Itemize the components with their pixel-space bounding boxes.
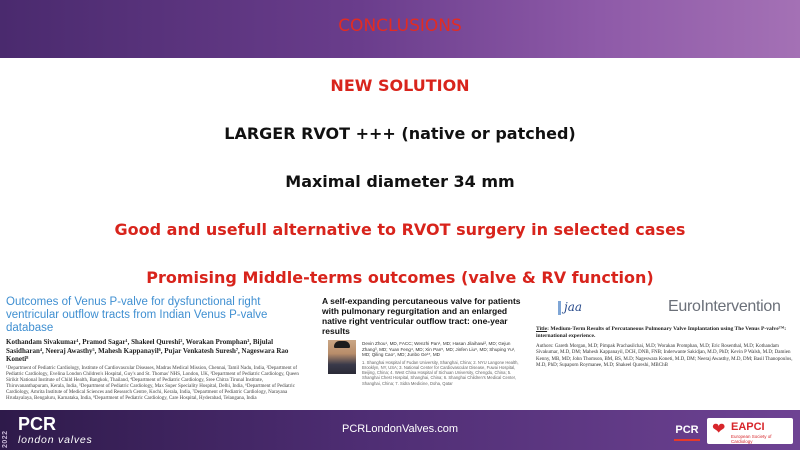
- paper3-title: Title: Medium-Term Results of Percutaneous Pulmonary Valve Implantation using The Venus P-valve™: international experience.: [536, 326, 787, 339]
- pcr-badge-logo: PCR: [674, 419, 700, 441]
- paper1-authors: Kothandam Sivakumar¹, Pramod Sagar¹, Shakeel Qureshi², Worakan Promphan³, Bijulal Sasidharan⁴, Neeraj Awasthy⁵, Mahesh Kappanayil⁶, Pujar Venkatesh Suresh⁷, Nageswara Rao Koneti⁸: [6, 338, 289, 363]
- slide-header: [0, 0, 800, 58]
- conclusion-line-outcomes: Promising Middle-terms outcomes (valve & RV function): [146, 268, 654, 287]
- eapci-logo-text: EAPCI: [731, 421, 765, 433]
- paper2-affiliations: 1. Shanghai Hospital of Fudan University, Shanghai, China; 2. NYU Langone Health, Brooklyn, NY, USA; 3. National Center for Cardiovascular Disease, Fuwai Hospital, Beijing, China; 4. West China Hospital of Sichuan University, Chengdu, China; 5. Shanghai Chest Hospital, Shanghai, China; 6. Shanghai Children's Medical Center, Shanghai, China; 7. Sidra Medicine, Doha, Qatar: [362, 359, 519, 386]
- paper2-title: A self-expanding percutaneous valve for patients with pulmonary regurgitation and an enlarged native right ventricular outflow tract: one-year results: [322, 296, 521, 336]
- paper2-authors: Devin Zhou¹, MD, FACC; Wenzhi Pan¹, MD; Hasan Jilaihawi², MD; Gejun Zhang³, MD; Yuan Feng⁴, MD; Xin Pan⁵, MD; Jinfen Liu⁶, MD; Shuping Yu¹, MD; Qiling Cao⁷, MD; Junbo Ge¹*, MD 1. Shanghai Hospital of Fudan University, Shanghai, China; 2. NYU Langone Health, Brooklyn, NY, USA; 3. National Center for Cardiovascular Disease, Fuwai Hospital, Beijing, China; 4. West China Hospital of Sichuan University, Chengdu, China; 5. Shanghai Chest Hospital, Shanghai, China; 6. Shanghai Children's Medical Center, Shanghai, China; 7. Sidra Medicine, Doha, Qatar: [362, 341, 525, 386]
- conclusion-line-max-diameter: Maximal diameter 34 mm: [285, 172, 515, 191]
- conclusion-line-larger-rvot: LARGER RVOT +++ (native or patched): [224, 124, 576, 143]
- slide-footer: [0, 410, 800, 450]
- year-label: 2022: [2, 430, 9, 448]
- footer-url-link[interactable]: PCRLondonValves.com: [342, 423, 458, 435]
- conclusion-line-alternative: Good and usefull alternative to RVOT surgery in selected cases: [114, 220, 686, 239]
- paper-excerpt-one-year-results: [322, 296, 527, 406]
- paper1-title: Outcomes of Venus P-valve for dysfunctional right ventricular outflow tracts from Indian Venus P-valve database: [6, 296, 268, 334]
- slide-title: CONCLUSIONS: [338, 16, 462, 36]
- pcr-london-valves-logo: PCR: [18, 414, 57, 434]
- eurointervention-logo: EuroIntervention: [668, 298, 781, 315]
- pcr-logo-subtitle: london valves: [18, 434, 93, 446]
- paper-excerpt-medium-term-results: [536, 296, 794, 406]
- eapci-logo: [707, 418, 793, 444]
- jaa-logo: jaa: [564, 300, 583, 314]
- eapci-logo-subtitle: European Society of Cardiology: [731, 434, 772, 444]
- heart-icon: ❤: [712, 421, 726, 438]
- conclusion-line-new-solution: NEW SOLUTION: [330, 76, 470, 95]
- jaa-logo-bar: [558, 301, 561, 315]
- author-photo: [328, 340, 356, 374]
- paper1-affiliations: ¹Department of Pediatric Cardiology, Institute of Cardiovascular Diseases, Madras Medical Mission, Chennai, Tamil Nadu, India, ²Department of Pediatric Cardiology, Evelina London Children's Hospital, Guy's and St. Thomas' NHS, London, UK, ³Department of Pediatric Cardiology, Queen Sirikit National Institute of Child Health, Bangkok, Thailand, ⁴Department of Pediatric Cardiology, Sree Chitra Tirunal Institute, Thiruvananthapuram, Kerala, India, ⁵Department of Pediatric Cardiology, Max Super Speciality Hospital, Delhi, India, ⁶Department of Pediatric Cardiology, Amrita Institute of Medical Sciences and Research Centre, Kochi, Kerala, India, ⁷Department of Pediatric Cardiology, Narayana Hrudayalaya, Bengaluru, Karnataka, India, ⁸Department of Pediatric Cardiology, Care Hospital, Hyderabad, Telangana, India: [6, 365, 299, 401]
- paper-excerpt-indian-database: [6, 296, 306, 406]
- paper3-authors: Authors: Gareth Morgan, M.D; Pimpak Prachasilchai, M.D; Worakan Promphan, M.D; Eric Rosenthal, M.D; Kothandam Sivakumar, M.D, DM; Mahesh Kappanayil, DCH, DNB, FNB; Inderwante Sakidjan, M.D, PhD; Kevin P Walsh, M.D; Damien Kenny, MB, MD; John Thomson, BM, BS, M.D; Nageswara Koneti, M.D, DM; Neeraj Awasthy, M.D, DM; Basil Thanopoulos, M.D, PhD; Supaporn Roymanee, M.D; Shakeel Qureshi, MBChB: [536, 344, 793, 369]
